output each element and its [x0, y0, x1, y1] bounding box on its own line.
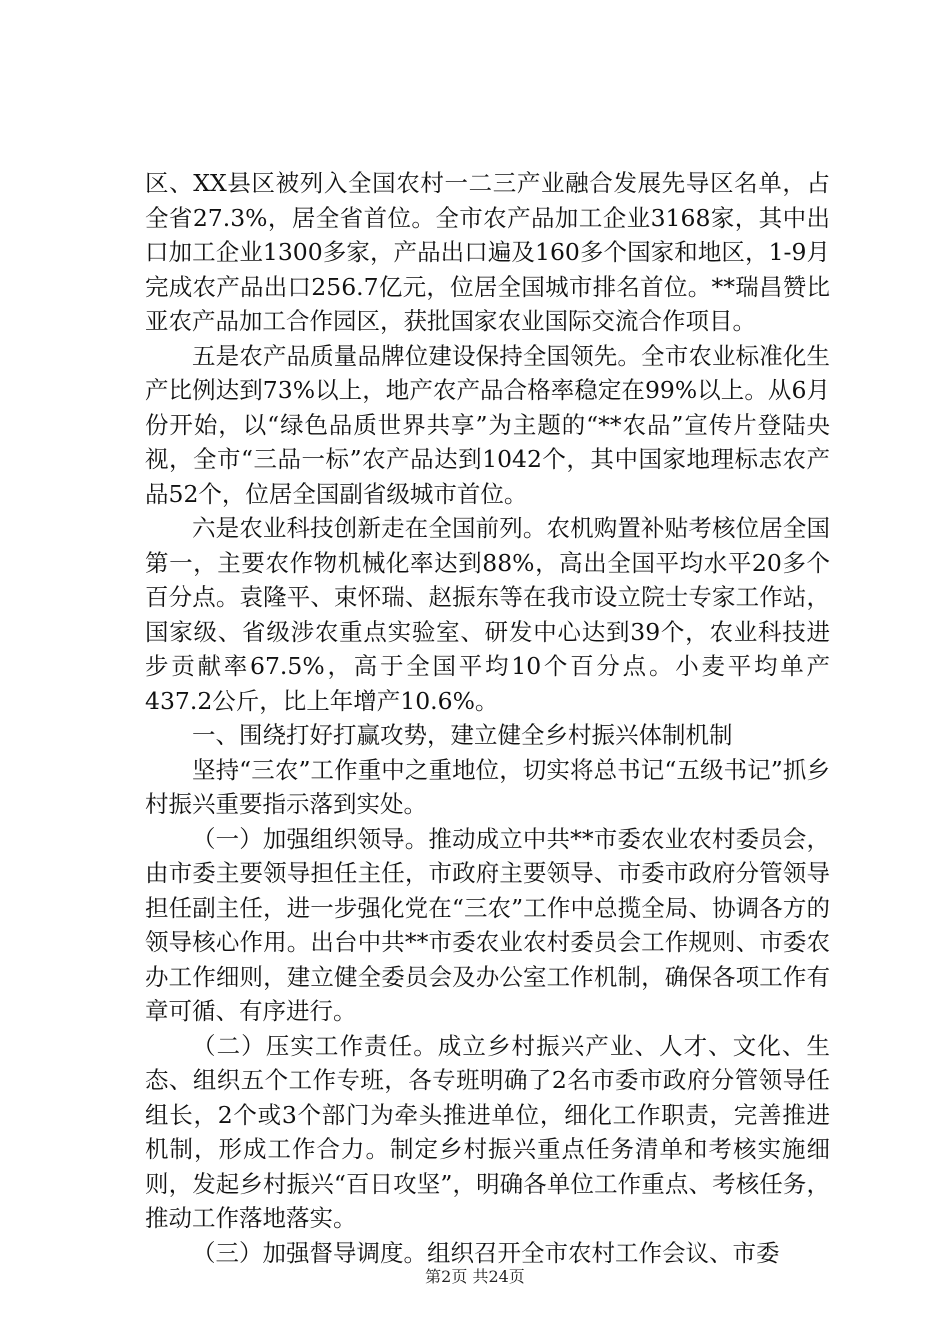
paragraph-intro: 坚持“三农”工作重中之重地位，切实将总书记“五级书记”抓乡村振兴重要指示落到实处。 — [145, 755, 830, 818]
document-body — [145, 166, 830, 1270]
paragraph-item-1: （一）加强组织领导。推动成立中共**市委农业农村委员会，由市委主要领导担任主任，市政府主要领导、市委市政府分管领导担任副主任，进一步强化党在“三农”工作中总揽全局、协调各方的领导核心作用。出台中共**市委农业农村委员会工作规则、市委农办工作细则，建立健全委员会及办公室工作机制，确保各项工作有章可循、有序进行。 — [145, 824, 830, 1025]
paragraph-item-3: （三）加强督导调度。组织召开全市农村工作会议、市委 — [192, 1238, 780, 1267]
paragraph-tech-innovation: 六是农业科技创新走在全国前列。农机购置补贴考核位居全国第一，主要农作物机械化率达到88%，高出全国平均水平20多个百分点。袁隆平、束怀瑞、赵振东等在我市设立院士专家工作站，国家级、省级涉农重点实验室、研发中心达到39个，农业科技进步贡献率67.5%，高于全国平均10个百分点。小麦平均单产437.2公斤，比上年增产10.6%。 — [145, 514, 830, 715]
page-footer: 第2页 共24页 — [425, 1267, 525, 1286]
paragraph-continuation: 区、XX县区被列入全国农村一二三产业融合发展先导区名单，占全省27.3%，居全省首位。全市农产品加工企业3168家，其中出口加工企业1300多家，产品出口遍及160多个国家和地区，1-9月完成农产品出口256.7亿元，位居全国城市排名首位。**瑞昌赞比亚农产品加工合作园区，获批国家农业国际交流合作项目。 — [145, 169, 830, 335]
section-heading: 一、围绕打好打赢攻势，建立健全乡村振兴体制机制 — [192, 721, 733, 749]
paragraph-quality-brand: 五是农产品质量品牌位建设保持全国领先。全市农业标准化生产比例达到73%以上，地产农产品合格率稳定在99%以上。从6月份开始，以“绿色品质世界共享”为主题的“**农品”宣传片登陆央视，全市“三品一标”农产品达到1042个，其中国家地理标志农产品52个，位居全国副省级城市首位。 — [145, 341, 830, 508]
paragraph-item-2: （二）压实工作责任。成立乡村振兴产业、人才、文化、生态、组织五个工作专班，各专班明确了2名市委市政府分管领导任组长，2个或3个部门为牵头推进单位，细化工作职责，完善推进机制，形成工作合力。制定乡村振兴重点任务清单和考核实施细则，发起乡村振兴“百日攻坚”，明确各单位工作重点、考核任务，推动工作落地落实。 — [145, 1031, 830, 1232]
